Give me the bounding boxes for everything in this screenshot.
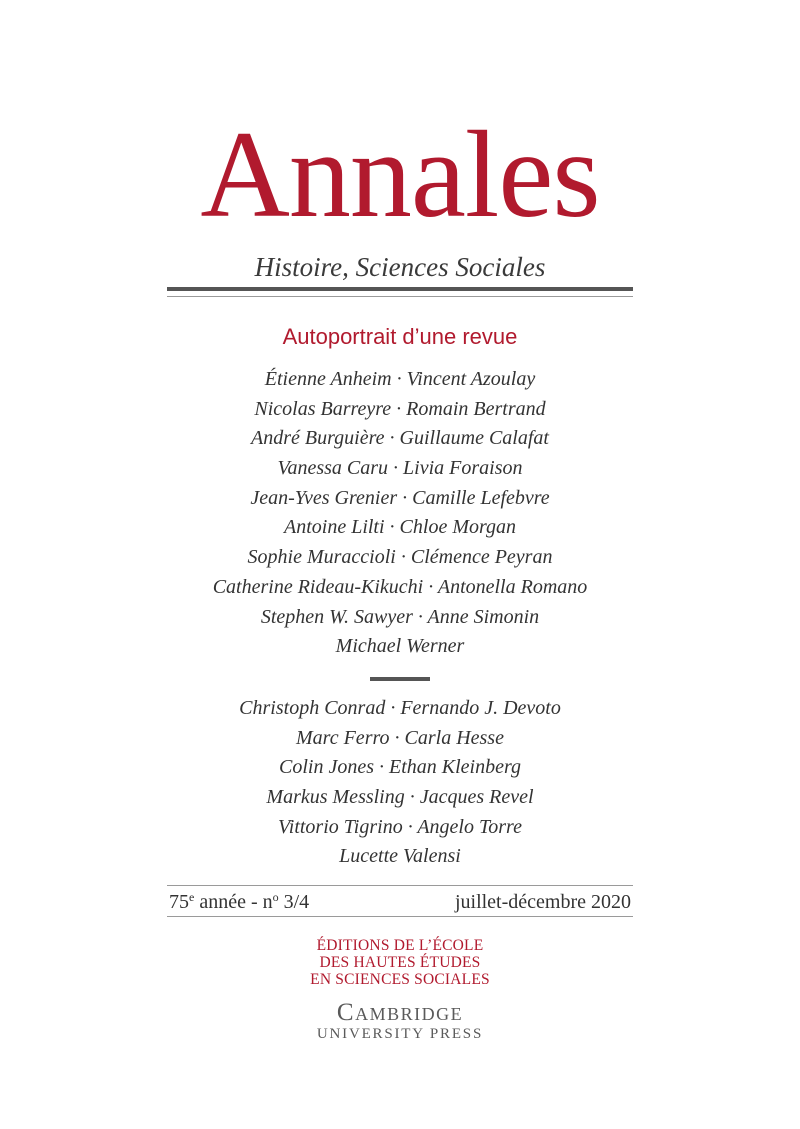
cambridge-press-logo [0,1000,800,1042]
author-line: Étienne Anheim · Vincent Azoulay [264,368,536,390]
author-group-divider [370,677,430,681]
author-line: Vanessa Caru · Livia Foraison [277,457,523,480]
journal-title: Annales [200,106,600,243]
author-line: Lucette Valensi [339,845,461,868]
issue-period: juillet-décembre 2020 [454,891,631,913]
ehess-publisher-logo: ÉDITIONS DE L’ÉCOLE DES HAUTES ÉTUDES EN SCIENCES SOCIALES [310,937,490,988]
journal-subtitle: Histoire, Sciences Sociales [254,252,546,282]
author-line: Michael Werner [335,635,465,658]
author-line: Vittorio Tigrino · Angelo Torre [278,815,522,838]
cup-press: UNIVERSITY PRESS [316,1026,484,1042]
issue-title: Autoportrait d’une revue [282,324,518,349]
author-list-primary [0,365,800,662]
author-line: Stephen W. Sawyer · Anne Simonin [260,605,540,628]
issue-info [167,888,633,916]
author-line: André Burguière · Guillaume Calafat [251,427,549,450]
title-rule-thin [167,296,633,297]
author-line: Colin Jones · Ethan Kleinberg [278,756,521,779]
author-line: Jean-Yves Grenier · Camille Lefebvre [250,486,550,509]
author-line: Sophie Muraccioli · Clémence Peyran [247,546,553,569]
author-line: Antoine Lilti · Chloe Morgan [283,516,517,539]
title-rule-thick [167,287,633,291]
author-line: Marc Ferro · Carla Hesse [296,726,504,749]
author-line: Nicolas Barreyre · Romain Bertrand [254,397,546,420]
author-line: Markus Messling · Jacques Revel [266,786,534,809]
author-line: Christoph Conrad · Fernando J. Devoto [239,697,561,719]
issue-rule-bottom [167,916,633,917]
author-line: Catherine Rideau-Kikuchi · Antonella Romano [212,575,588,598]
issue-rule-top [167,885,633,886]
cup-name: Cambridge [336,999,464,1026]
author-list-secondary [0,694,800,872]
issue-number: 75e année - $n^o$ 3/4 [169,890,310,913]
